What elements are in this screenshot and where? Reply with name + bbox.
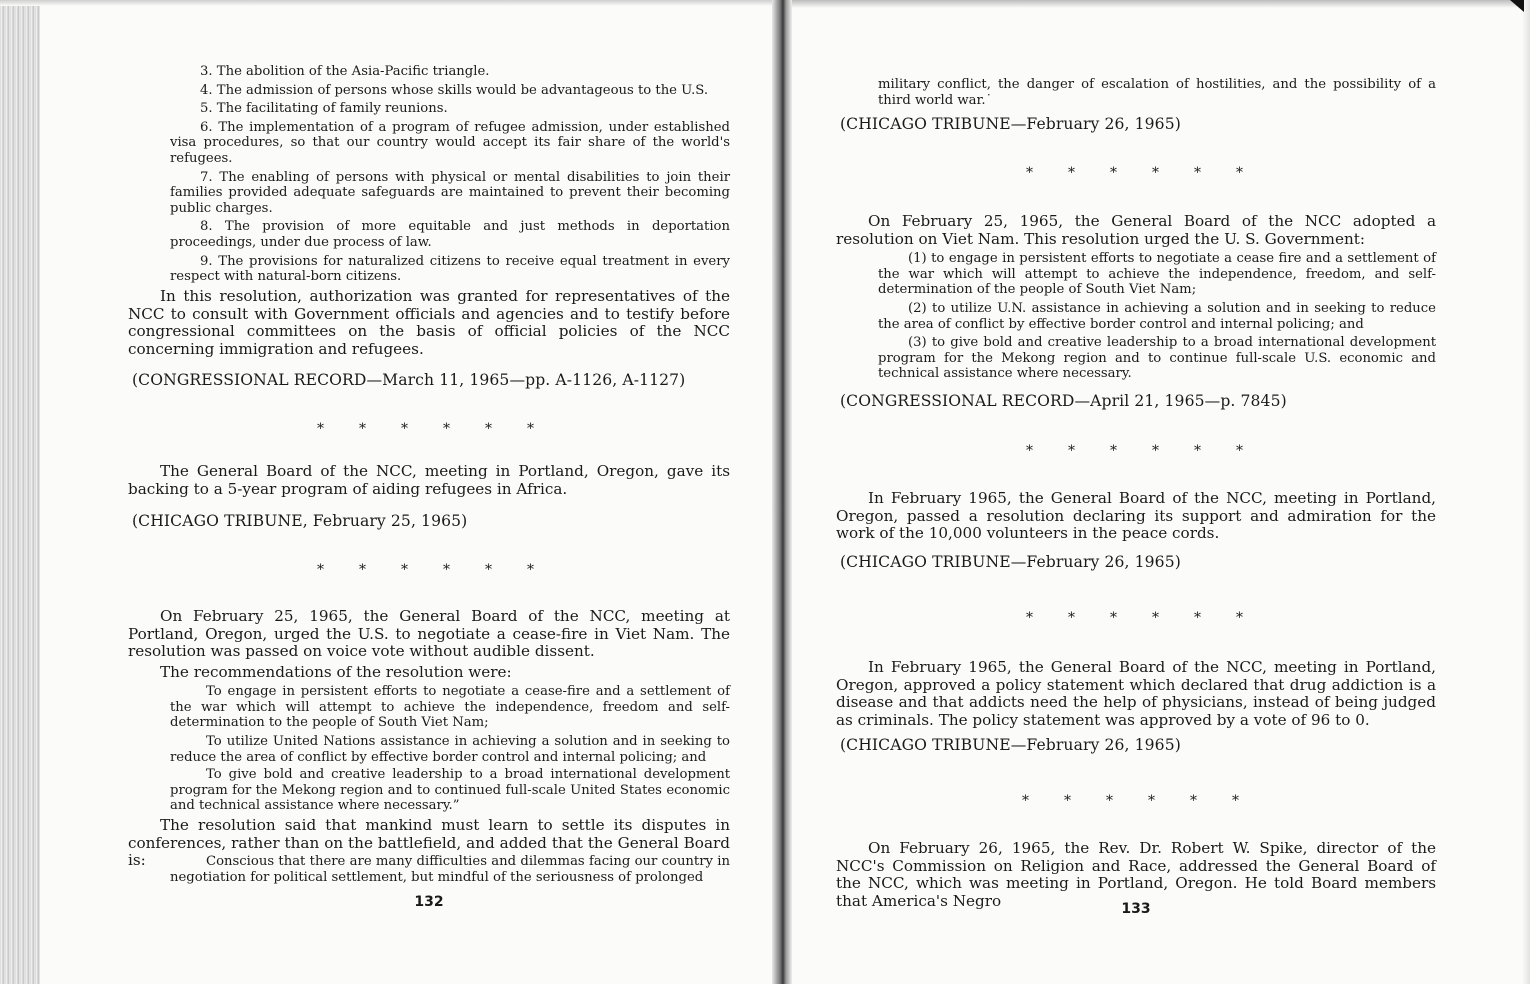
paragraph: In this resolution, authorization was granted for representatives of the NCC to consult with Government officials and agencies and to testify before congressional committees on the basis of official policies of the NCC concerning immigration and refugees. bbox=[128, 287, 730, 358]
section-separator: * * * * * * bbox=[1026, 443, 1243, 459]
section-separator: * * * * * * bbox=[1026, 165, 1243, 181]
page-top-shadow bbox=[0, 0, 780, 6]
quote: To utilize United Nations assistance in achieving a solution and in seeking to reduce the area of conflict by effective border control and internal policing; and bbox=[170, 734, 730, 765]
section-separator: * * * * * * bbox=[317, 562, 534, 578]
list-item: (1) to engage in persistent efforts to negotiate a cease fire and a settlement of the war which will attempt to achieve the independence, freedom, and self-determination of the people of South Viet Nam; bbox=[878, 251, 1436, 298]
list-item: 6. The implementation of a program of refugee admission, under established visa procedures, so that our country would accept its fair share of the world's refugees. bbox=[170, 119, 730, 166]
citation: (CONGRESSIONAL RECORD—March 11, 1965—pp. A-1126, A-1127) bbox=[132, 371, 686, 389]
book-binding-edge bbox=[0, 0, 40, 984]
citation: (CHICAGO TRIBUNE—February 26, 1965) bbox=[840, 115, 1181, 133]
citation: (CHICAGO TRIBUNE—February 26, 1965) bbox=[840, 553, 1181, 571]
page-right-edge bbox=[1522, 0, 1530, 984]
list-item: 4. The admission of persons whose skills would be advantageous to the U.S. bbox=[200, 82, 709, 98]
numbered-list bbox=[128, 64, 730, 285]
paragraph: The resolution said that mankind must learn to settle its disputes in conferences, rather than on the battlefield, and added that the General Board is: bbox=[128, 816, 730, 870]
list-item: 3. The abolition of the Asia-Pacific triangle. bbox=[200, 64, 490, 79]
section-separator: * * * * * * bbox=[1022, 793, 1239, 809]
paragraph: The General Board of the NCC, meeting in Portland, Oregon, gave its backing to a 5-year program of aiding refugees in Africa. bbox=[128, 462, 730, 498]
citation: (CHICAGO TRIBUNE, February 25, 1965) bbox=[132, 512, 468, 530]
section-separator: * * * * * * bbox=[1026, 610, 1243, 626]
paragraph: On February 25, 1965, the General Board of the NCC adopted a resolution on Viet Nam. This resolution urged the U. S. Government: bbox=[836, 212, 1436, 248]
page-number: 133 bbox=[1121, 901, 1151, 917]
continued-quote: military conflict, the danger of escalation of hostilities, and the possibility of a third world war.˙ bbox=[878, 77, 1436, 108]
quote: To give bold and creative leadership to a broad international development program for the Mekong region and to continued full-scale United States economic and technical assistance where necessary.” bbox=[170, 767, 730, 814]
quote: Conscious that there are many difficulties and dilemmas facing our country in negotiation for political settlement, but mindful of the seriousness of prolonged bbox=[170, 854, 730, 885]
citation: (CHICAGO TRIBUNE—February 26, 1965) bbox=[840, 736, 1181, 754]
paragraph: On February 26, 1965, the Rev. Dr. Robert W. Spike, director of the NCC's Commission on Religion and Race, addressed the General Board of the NCC, which was meeting in Portland, Oregon. He told Board members that America's Negro bbox=[836, 839, 1436, 910]
citation: (CONGRESSIONAL RECORD—April 21, 1965—p. 7845) bbox=[840, 392, 1287, 410]
list-item: 7. The enabling of persons with physical or mental disabilities to join their families provided adequate safeguards are maintained to prevent their becoming public charges. bbox=[170, 169, 730, 216]
book-gutter bbox=[772, 0, 792, 984]
page-number: 132 bbox=[414, 894, 444, 910]
list-item: (3) to give bold and creative leadership to a broad international development program for the Mekong region and to continue full-scale U.S. economic and technical assistance where necessary. bbox=[878, 335, 1436, 382]
list-item: (2) to utilize U.N. assistance in achieving a solution and in seeking to reduce the area of conflict by effective border control and internal policing; and bbox=[878, 301, 1436, 332]
paragraph: The recommendations of the resolution were: bbox=[160, 663, 512, 681]
paragraph: In February 1965, the General Board of the NCC, meeting in Portland, Oregon, passed a resolution declaring its support and admiration for the work of the 10,000 volunteers in the peace cords. bbox=[836, 489, 1436, 543]
page-top-shadow bbox=[790, 0, 1530, 8]
list-item: 9. The provisions for naturalized citizens to receive equal treatment in every respect with natural-born citizens. bbox=[170, 253, 730, 285]
quote: To engage in persistent efforts to negotiate a cease-fire and a settlement of the war which will attempt to achieve the independence, freedom and self-determination to the people of South Viet Nam; bbox=[170, 684, 730, 731]
section-separator: * * * * * * bbox=[317, 421, 534, 437]
paragraph: In February 1965, the General Board of the NCC, meeting in Portland, Oregon, approved a policy statement which declared that drug addiction is a disease and that addicts need the help of physicians, instead of being judged as criminals. The policy statement was approved by a vote of 96 to 0. bbox=[836, 658, 1436, 729]
list-item: 5. The facilitating of family reunions. bbox=[200, 101, 448, 117]
paragraph: On February 25, 1965, the General Board of the NCC, meeting at Portland, Oregon, urged the U.S. to negotiate a cease-fire in Viet Nam. The resolution was passed on voice vote without audible dissent. bbox=[128, 607, 730, 661]
list-item: 8. The provision of more equitable and just methods in deportation proceedings, under due process of law. bbox=[170, 219, 730, 250]
